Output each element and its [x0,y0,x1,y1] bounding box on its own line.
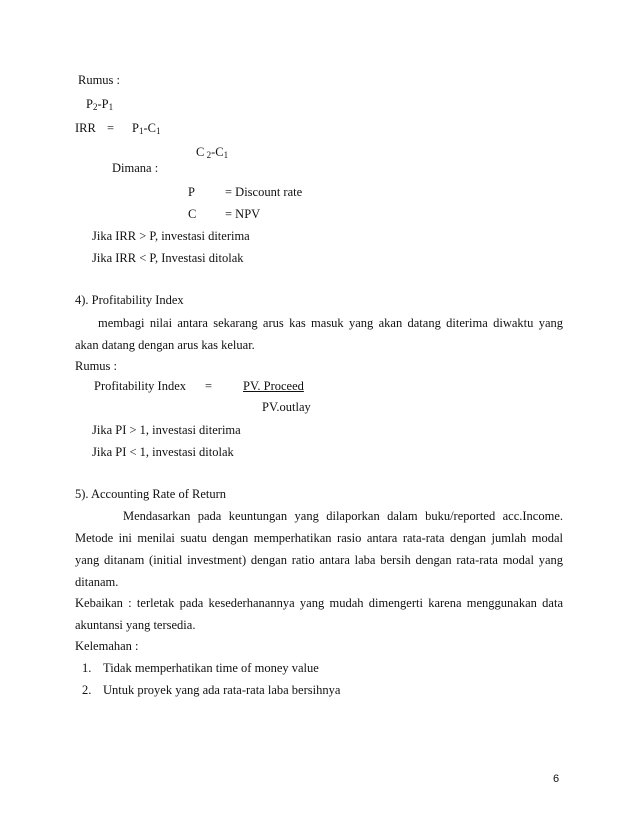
irr-def-p-symbol: P [188,185,195,199]
irr-num-sub2: 2 [92,102,98,112]
irr-rhs-sub1: 1 [138,126,144,136]
pi-rule-reject: Jika PI < 1, investasi ditolak [92,445,234,459]
irr-label: IRR [75,121,96,135]
arr-heading: 5). Accounting Rate of Return [75,487,227,501]
irr-equals: = [107,121,115,135]
pi-denominator: PV.outlay [262,400,311,414]
irr-rhs-csub1: 1 [155,126,161,136]
irr-rhs [132,120,160,137]
page-number: 6 [553,773,560,785]
arr-kebaikan-line2: akuntansi yang tersedia. [75,618,196,632]
pi-heading: 4). Profitability Index [75,293,184,307]
arr-para-line2: Metode ini menilai suatu dengan memperhatikan rasio antara rata-rata dengan jumlah modal [75,531,563,545]
irr-num-sub1: 1 [108,102,114,112]
irr-num-p2: P [86,97,93,111]
irr-def-c-text: = NPV [225,207,261,221]
irr-den-dot: -C [211,145,224,159]
pi-desc-line2: akan datang dengan arus kas keluar. [75,338,255,352]
irr-rumus-label: Rumus : [78,73,121,87]
irr-den-c: C [196,145,205,159]
irr-num-dash: -P [97,97,109,111]
irr-rule-reject: Jika IRR < P, Investasi ditolak [92,251,244,265]
irr-den-sub2: 2 [204,150,212,160]
irr-rule-accept: Jika IRR > P, investasi diterima [92,229,250,243]
pi-rule-accept: Jika PI > 1, investasi diterima [92,423,241,437]
pi-rumus-label: Rumus : [75,359,118,373]
irr-numerator [86,96,113,113]
arr-kelemahan-num-1: 1. [82,661,92,675]
irr-def-p-text: = Discount rate [225,185,303,199]
arr-para-line1: Mendasarkan pada keuntungan yang dilaporkan dalam buku/reported acc.Income. [123,509,563,523]
irr-rhs-p: P [132,121,139,135]
irr-dimana: Dimana : [112,161,159,175]
arr-kebaikan-line1: Kebaikan : terletak pada kesederhanannya yang mudah dimengerti karena menggunakan data [75,596,563,610]
pi-numerator: PV. Proceed [243,379,304,393]
irr-den-sub1: 1 [223,150,229,160]
irr-def-c-symbol: C [188,207,197,221]
pi-formula-label: Profitability Index [94,379,186,393]
pi-desc-line1: membagi nilai antara sekarang arus kas masuk yang akan datang diterima diwaktu yang [98,316,563,330]
irr-denominator [196,144,228,161]
arr-para-line3: yang ditanam (initial investment) dengan ratio antara laba bersih dengan rata-rata modal yang [75,553,563,567]
arr-kelemahan-label: Kelemahan : [75,639,139,653]
arr-para-line4: ditanam. [75,575,119,589]
irr-rhs-c: -C [143,121,156,135]
pi-equals: = [205,379,213,393]
arr-kelemahan-num-2: 2. [82,683,92,697]
arr-kelemahan-text-2: Untuk proyek yang ada rata-rata laba bersihnya [103,683,341,697]
arr-kelemahan-text-1: Tidak memperhatikan time of money value [103,661,319,675]
